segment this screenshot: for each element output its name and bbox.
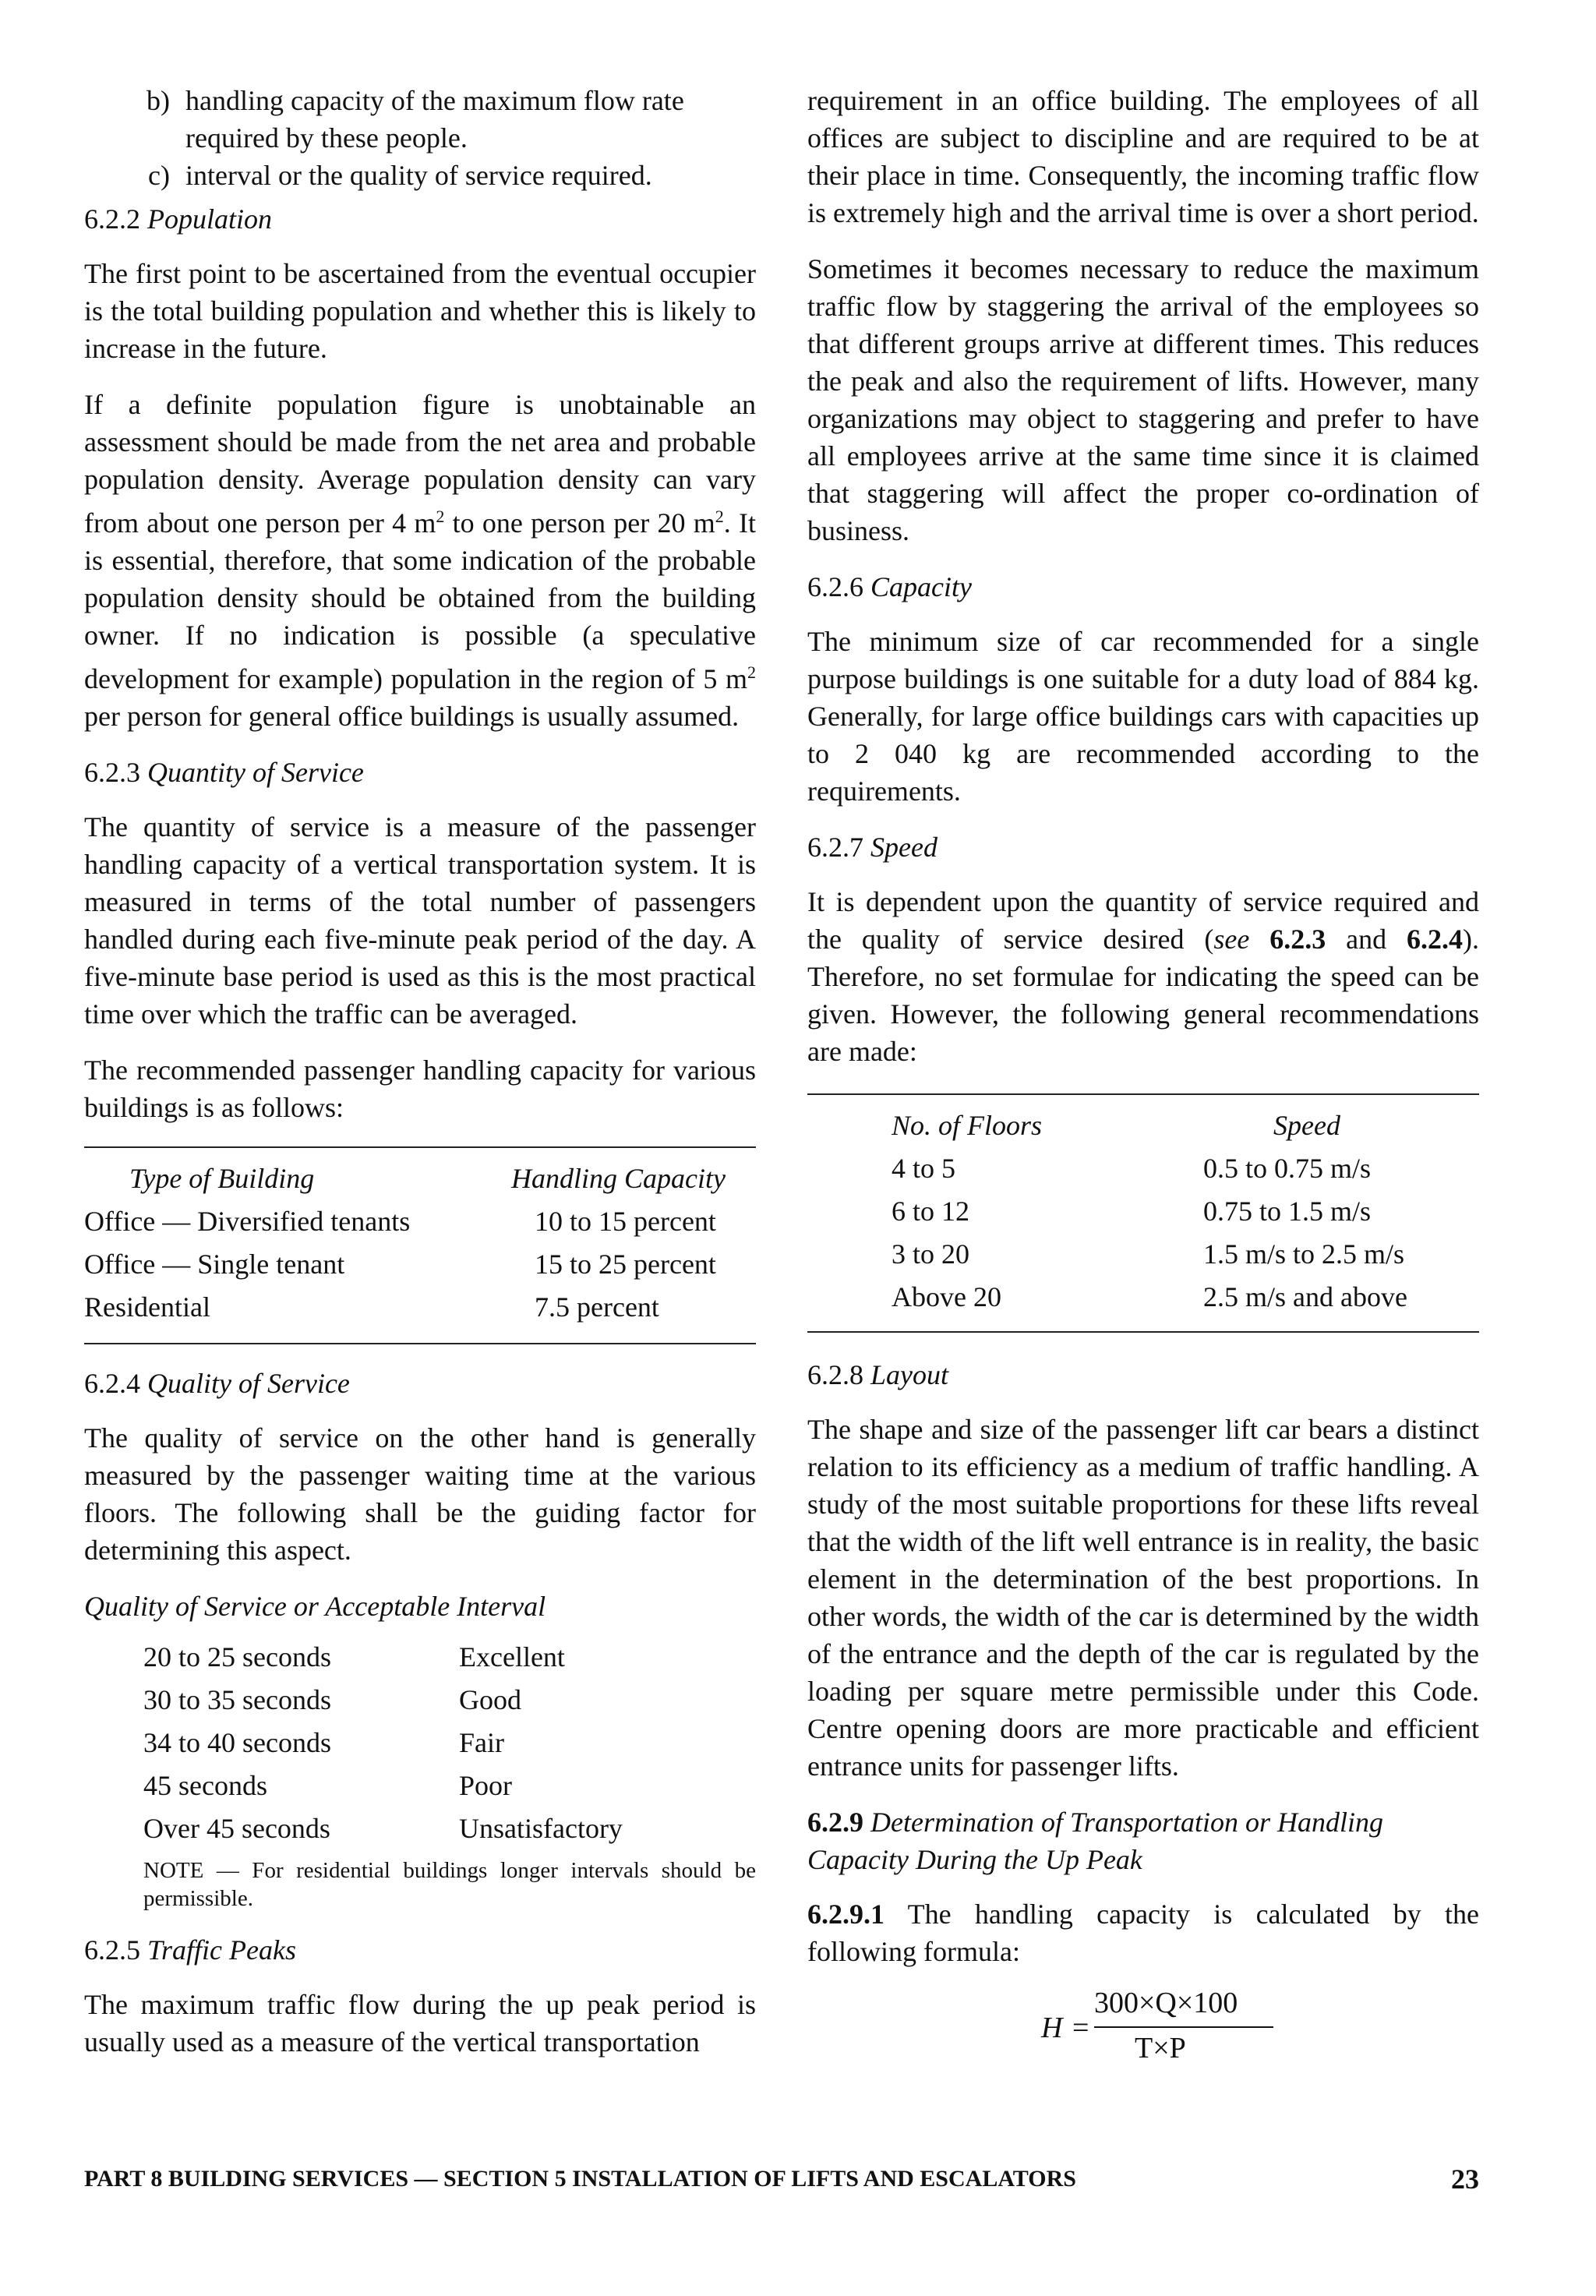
paragraph: The recommended passenger handling capacity for various buildings is as follows: (84, 1054, 756, 1123)
section-heading-6-2-5: 6.2.5 Traffic Peaks (84, 1934, 296, 1966)
table-bottom-rule (807, 1331, 1479, 1333)
table-cell: 15 to 25 percent (535, 1249, 716, 1280)
column-header: Handling Capacity (511, 1163, 726, 1194)
table-cell: 7.5 percent (535, 1291, 659, 1323)
table-row (807, 1276, 1479, 1319)
table-row (84, 1243, 756, 1286)
table-cell: 30 to 35 seconds (143, 1684, 331, 1715)
table-cell: Fair (459, 1727, 504, 1758)
section-heading-6-2-2: 6.2.2 Population (84, 203, 272, 235)
table-cell: 0.75 to 1.5 m/s (1203, 1196, 1372, 1227)
table-cell: Poor (459, 1770, 513, 1801)
table-row (807, 1233, 1479, 1276)
table-cell: Good (459, 1684, 521, 1715)
paragraph-speed: It is dependent upon the quantity of service required and the quality of service desired (see 6.2.3 and 6.2.4). Therefore, no set formulae for indicating the speed can be given. However, the following general recommendations are made: (807, 886, 1479, 1067)
section-heading-6-2-7: 6.2.7 Speed (807, 832, 937, 863)
table-row (143, 1679, 623, 1722)
table-cell: 4 to 5 (892, 1153, 956, 1184)
table-cell: 45 seconds (143, 1770, 267, 1801)
section-heading-6-2-3: 6.2.3 Quantity of Service (84, 757, 364, 788)
list-item (84, 82, 756, 157)
column-header: Speed (1273, 1110, 1340, 1141)
table-cell: Office — Diversified tenants (84, 1206, 411, 1237)
table-header-row (84, 1157, 756, 1200)
formula-denominator: T×P (1135, 2032, 1186, 2065)
page-footer (84, 2164, 1479, 2195)
speed-table (807, 1104, 1479, 1319)
table-header-row (807, 1104, 1479, 1147)
table-cell: 3 to 20 (892, 1238, 970, 1270)
paragraph-formula-intro: 6.2.9.1 The handling capacity is calculated by the following formula: (807, 1899, 1479, 1967)
paragraph: requirement in an office building. The employees of all offices are subject to discipline and are required to be at their place in time. Consequently, the incoming traffic flow is extremely high and the arrival time is over a short period. (807, 85, 1479, 228)
column-header: No. of Floors (892, 1110, 1043, 1141)
paragraph: Sometimes it becomes necessary to reduce the maximum traffic flow by staggering the arrival of the employees so that different groups arrive at different times. This reduces the peak and also the requirement of lifts. However, many organizations may object to staggering and prefer to have all employees arrive at the same time since it is claimed that staggering will affect the proper co-ordination of business. (807, 253, 1479, 546)
table-cell: 20 to 25 seconds (143, 1641, 331, 1673)
table-row (84, 1200, 756, 1243)
fraction-bar (1094, 2026, 1273, 2028)
section-heading-6-2-9: 6.2.9 Determination of Transportation or Handling Capacity During the Up Peak (807, 1807, 1384, 1875)
paragraph: The shape and size of the passenger lift car bears a distinct relation to its efficiency as a medium of traffic handling. A study of the most suitable proportions for these lifts reveal that the width of the lift well entrance is in reality, the basic element in the determination of the best proportions. In other words, the width of the car is determined by the width of the entrance and the depth of the car is regulated by the loading per square metre permissible under this Code. Centre opening doors are more practicable and efficient entrance units for passenger lifts. (807, 1414, 1479, 1782)
section-heading-6-2-8: 6.2.8 Layout (807, 1359, 949, 1390)
table-cell: 6 to 12 (892, 1196, 970, 1227)
quality-of-service-table (143, 1636, 623, 1850)
list-item (84, 157, 756, 194)
page-number: 23 (1451, 2164, 1479, 2195)
table-row (143, 1807, 623, 1850)
paragraph: The minimum size of car recommended for a single purpose buildings is one suitable for a duty load of 884 kg. Generally, for large office buildings cars with capacities up to 2 040 kg are recommended according to the requirements. (807, 626, 1479, 807)
table-row (143, 1764, 623, 1807)
list-marker: c) (148, 160, 170, 191)
table-cell: Office — Single tenant (84, 1249, 345, 1280)
table-top-rule (84, 1146, 756, 1148)
list-text: handling capacity of the maximum flow rate required by these people. (185, 85, 684, 154)
handling-capacity-table (84, 1157, 756, 1329)
quality-of-service-heading: Quality of Service or Acceptable Interval (84, 1591, 546, 1622)
paragraph: The maximum traffic flow during the up peak period is usually used as a measure of the vertical transportation (84, 1989, 756, 2058)
table-cell: 10 to 15 percent (535, 1206, 716, 1237)
table-row (807, 1190, 1479, 1233)
list-text: interval or the quality of service required. (185, 160, 652, 191)
footer-text: PART 8 BUILDING SERVICES — SECTION 5 INSTALLATION OF LIFTS AND ESCALATORS (84, 2166, 1076, 2192)
paragraph: The first point to be ascertained from the eventual occupier is the total building population and whether this is likely to increase in the future. (84, 258, 756, 364)
paragraph: The quantity of service is a measure of the passenger handling capacity of a vertical transportation system. It is measured in terms of the total number of passengers handled during each five-minute peak period of the day. A five-minute base period is used as this is the most practical time over which the traffic can be averaged. (84, 811, 756, 1030)
table-cell: 34 to 40 seconds (143, 1727, 331, 1758)
list-marker: b) (147, 85, 170, 116)
table-cell: Over 45 seconds (143, 1813, 330, 1844)
section-heading-6-2-4: 6.2.4 Quality of Service (84, 1368, 350, 1399)
table-bottom-rule (84, 1343, 756, 1344)
formula-numerator: 300×Q×100 (1094, 1987, 1238, 2019)
paragraph-population-density: If a definite population figure is unobtainable an assessment should be made from the net area and probable population density. Average population density can vary from about one person per 4 $m^2$ to one person per 20 $m^2$. It is essential, therefore, that some indication of the probable population density should be obtained from the building owner. If no indication is possible (a speculative development for example) population in the region of 5 $m^2$ per person for general office buildings is usually assumed. (84, 389, 756, 732)
table-cell: 1.5 m/s to 2.5 m/s (1203, 1238, 1405, 1270)
table-cell: Unsatisfactory (459, 1813, 623, 1844)
right-column (807, 82, 1479, 2072)
table-cell: 2.5 m/s and above (1203, 1281, 1407, 1312)
table-cell: Above 20 (892, 1281, 1001, 1312)
handling-capacity-formula (807, 1986, 1479, 2072)
formula-equals: = (1072, 2012, 1089, 2044)
formula-lhs: H (1041, 2012, 1063, 2044)
table-row (143, 1636, 623, 1679)
table-cell: Excellent (459, 1641, 565, 1673)
table-cell: Residential (84, 1291, 210, 1323)
table-top-rule (807, 1093, 1479, 1095)
paragraph: The quality of service on the other hand is generally measured by the passenger waiting time at the various floors. The following shall be the guiding factor for determining this aspect. (84, 1422, 756, 1566)
table-cell: 0.5 to 0.75 m/s (1203, 1153, 1372, 1184)
section-heading-6-2-6: 6.2.6 Capacity (807, 571, 972, 602)
left-column (84, 82, 756, 2079)
table-row (807, 1147, 1479, 1190)
note: NOTE — For residential buildings longer intervals should be permissible. (143, 1858, 756, 1911)
table-row (84, 1286, 756, 1329)
table-row (143, 1722, 623, 1764)
column-header: Type of Building (129, 1163, 315, 1194)
